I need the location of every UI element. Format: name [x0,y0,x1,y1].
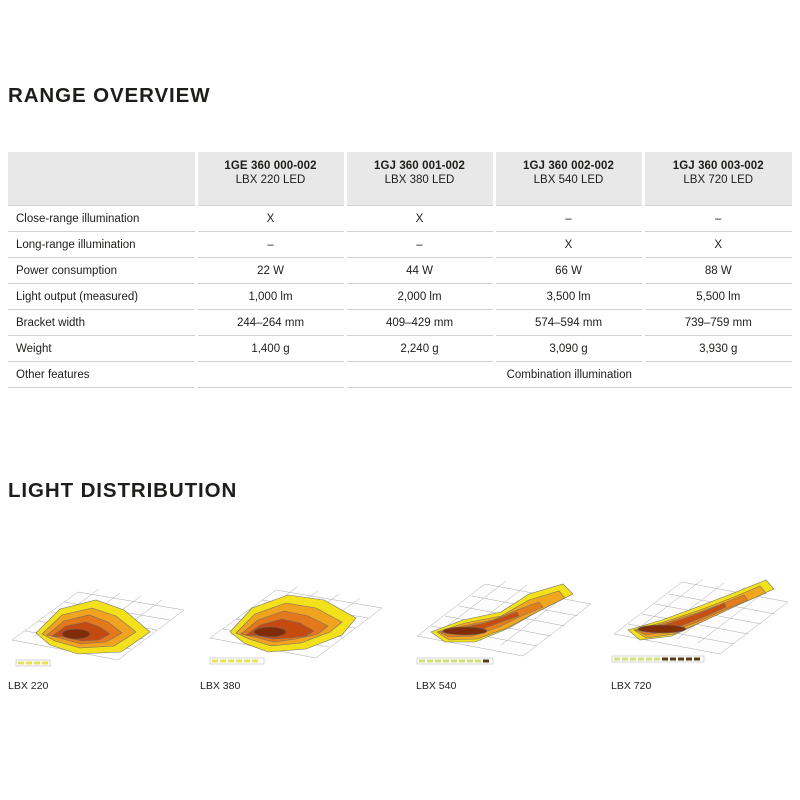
row-label: Close-range illumination [8,206,196,232]
table-row [8,258,792,284]
row-value [196,362,345,388]
lamp-strip-icon [417,658,493,664]
light-distribution-item [405,532,601,707]
row-value: 574–594 mm [494,310,643,336]
row-value: X [196,206,345,232]
row-label: Other features [8,362,196,388]
table-row-other-features [8,362,792,388]
table-header-label-cell [8,152,196,206]
row-value: 3,930 g [643,336,792,362]
product-code-1: 1GE 360 000-002 [224,160,317,172]
row-value: 5,500 lm [643,284,792,310]
row-value: – [494,206,643,232]
row-label: Light output (measured) [8,284,196,310]
row-value: 2,240 g [345,336,494,362]
table-body [8,206,792,388]
page-title-range-overview: RANGE OVERVIEW [8,84,211,107]
light-distribution-item [196,532,392,707]
row-value: X [345,206,494,232]
row-value: – [196,232,345,258]
light-distribution-caption: LBX 380 [200,680,241,692]
table-header [8,152,792,206]
beam-pattern-diagram-lbx380 [196,532,392,672]
product-code-3: 1GJ 360 002-002 [522,160,615,172]
page-title-light-distribution: LIGHT DISTRIBUTION [8,479,238,502]
row-label: Power consumption [8,258,196,284]
light-distribution-item [600,532,796,707]
beam-pattern-diagram-lbx540 [405,532,601,672]
product-name-1: LBX 220 LED [235,174,306,186]
light-distribution-caption: LBX 720 [611,680,652,692]
product-name-3: LBX 540 LED [533,174,604,186]
product-name-4: LBX 720 LED [683,174,754,186]
row-value: 1,400 g [196,336,345,362]
row-value: 3,090 g [494,336,643,362]
row-value: 88 W [643,258,792,284]
row-value: 44 W [345,258,494,284]
row-value: 1,000 lm [196,284,345,310]
table-header-col-2 [345,152,494,206]
product-code-2: 1GJ 360 001-002 [373,160,466,172]
product-code-4: 1GJ 360 003-002 [672,160,764,172]
table-row [8,232,792,258]
row-value: 3,500 lm [494,284,643,310]
row-value: 2,000 lm [345,284,494,310]
light-distribution-caption: LBX 220 [8,680,49,692]
lamp-strip-icon [612,656,704,662]
table-header-col-3 [494,152,643,206]
product-name-2: LBX 380 LED [384,174,455,186]
light-distribution-item [0,532,196,707]
row-value: – [345,232,494,258]
row-value: X [643,232,792,258]
table-row [8,284,792,310]
row-value: 66 W [494,258,643,284]
row-label: Weight [8,336,196,362]
row-label: Long-range illumination [8,232,196,258]
lamp-strip-icon [210,658,264,664]
row-value-merged: Combination illumination [345,362,792,388]
table-row [8,310,792,336]
table-row [8,206,792,232]
row-value: 244–264 mm [196,310,345,336]
range-overview-table-container [8,152,792,388]
row-value: 409–429 mm [345,310,494,336]
light-distribution-caption: LBX 540 [416,680,457,692]
range-overview-table [8,152,792,388]
row-label: Bracket width [8,310,196,336]
row-value: X [494,232,643,258]
row-value: – [643,206,792,232]
table-header-col-4 [643,152,792,206]
table-row [8,336,792,362]
table-header-col-1 [196,152,345,206]
beam-pattern-diagram-lbx720 [600,532,796,672]
row-value: 739–759 mm [643,310,792,336]
table-header-row [8,152,792,206]
light-distribution-gallery [0,532,800,712]
beam-pattern-diagram-lbx220 [0,532,196,672]
lamp-strip-icon [16,660,50,666]
row-value: 22 W [196,258,345,284]
